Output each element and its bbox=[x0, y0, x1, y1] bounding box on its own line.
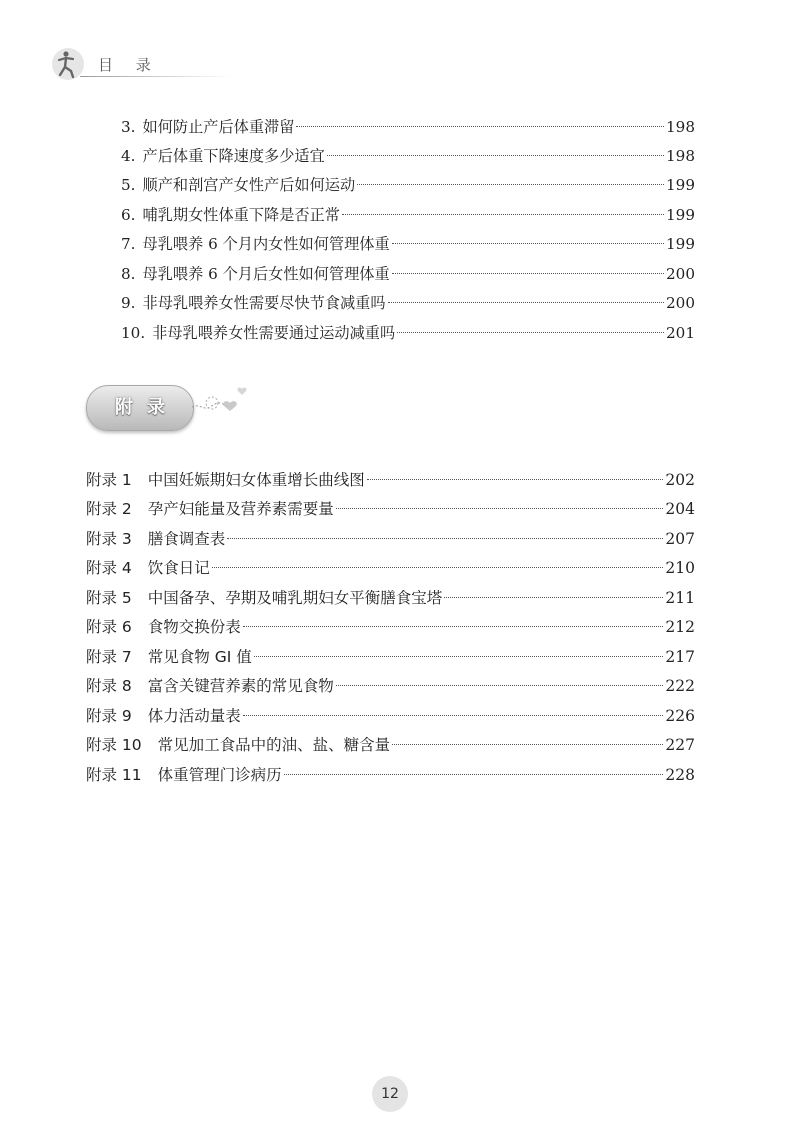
appendix-entry[interactable] bbox=[86, 615, 695, 643]
entry-page: 201 bbox=[666, 324, 695, 343]
dot-leader bbox=[392, 729, 663, 746]
dot-leader bbox=[327, 140, 664, 156]
dot-leader bbox=[392, 228, 664, 244]
appendix-entry[interactable] bbox=[86, 556, 695, 584]
entry-page: 198 bbox=[666, 118, 695, 137]
entry-number: 3. bbox=[121, 118, 136, 137]
entry-title: 如何防止产后体重滞留 bbox=[142, 118, 295, 137]
entry-number: 7. bbox=[121, 235, 136, 254]
appendix-label: 附录 3 bbox=[86, 530, 132, 548]
entry-title: 母乳喂养 6 个月后女性如何管理体重 bbox=[142, 265, 390, 284]
dot-leader bbox=[296, 111, 664, 127]
appendix-label: 附录 1 bbox=[86, 471, 132, 489]
dot-leader bbox=[284, 759, 664, 776]
entry-page: 200 bbox=[666, 294, 695, 313]
appendix-heading-text: 附录 bbox=[115, 397, 179, 418]
appendix-label: 附录 10 bbox=[86, 736, 142, 754]
appendix-page: 228 bbox=[665, 766, 695, 784]
dot-leader bbox=[388, 287, 665, 303]
appendix-page: 202 bbox=[665, 471, 695, 489]
appendix-title: 食物交换份表 bbox=[147, 618, 241, 636]
appendix-title: 体重管理门诊病历 bbox=[157, 766, 282, 784]
entry-number: 10. bbox=[121, 324, 146, 343]
entry-number: 5. bbox=[121, 176, 136, 195]
appendix-label: 附录 11 bbox=[86, 766, 142, 784]
appendix-page: 210 bbox=[665, 559, 695, 577]
appendix-page: 207 bbox=[665, 530, 695, 548]
appendix-entry[interactable] bbox=[86, 674, 695, 702]
running-header bbox=[50, 46, 190, 82]
toc-entry[interactable] bbox=[121, 116, 695, 142]
entry-page: 199 bbox=[666, 176, 695, 195]
appendix-heading bbox=[86, 381, 266, 435]
entry-title: 非母乳喂养女性需要尽快节食减重吗 bbox=[142, 294, 386, 313]
appendix-page: 222 bbox=[665, 677, 695, 695]
appendix-label: 附录 2 bbox=[86, 500, 132, 518]
appendix-page: 211 bbox=[665, 589, 695, 607]
appendix-title: 中国备孕、孕期及哺乳期妇女平衡膳食宝塔 bbox=[147, 589, 443, 607]
appendix-page: 204 bbox=[665, 500, 695, 518]
entry-page: 199 bbox=[666, 235, 695, 254]
appendix-entry[interactable] bbox=[86, 497, 695, 525]
dot-leader bbox=[212, 552, 664, 569]
appendix-label: 附录 6 bbox=[86, 618, 132, 636]
dot-leader bbox=[444, 582, 663, 599]
appendix-title: 常见食物 GI 值 bbox=[147, 648, 252, 666]
appendix-label: 附录 8 bbox=[86, 677, 132, 695]
appendix-page: 227 bbox=[665, 736, 695, 754]
appendix-label: 附录 5 bbox=[86, 589, 132, 607]
appendix-title: 饮食日记 bbox=[147, 559, 210, 577]
entry-page: 200 bbox=[666, 265, 695, 284]
appendix-title: 体力活动量表 bbox=[147, 707, 241, 725]
appendix-page: 226 bbox=[665, 707, 695, 725]
entry-page: 199 bbox=[666, 206, 695, 225]
dot-leader bbox=[367, 464, 664, 481]
appendix-title: 孕产妇能量及营养素需要量 bbox=[147, 500, 334, 518]
entry-title: 顺产和剖宫产女性产后如何运动 bbox=[142, 176, 356, 195]
entry-title: 哺乳期女性体重下降是否正常 bbox=[142, 206, 340, 225]
dot-leader bbox=[243, 700, 664, 717]
appendix-label: 附录 9 bbox=[86, 707, 132, 725]
appendix-title: 膳食调查表 bbox=[147, 530, 226, 548]
appendix-entry[interactable] bbox=[86, 763, 695, 791]
toc-entry[interactable] bbox=[121, 292, 695, 318]
entry-title: 母乳喂养 6 个月内女性如何管理体重 bbox=[142, 235, 390, 254]
entry-number: 9. bbox=[121, 294, 136, 313]
entry-number: 6. bbox=[121, 206, 136, 225]
appendix-page: 217 bbox=[665, 648, 695, 666]
appendix-label: 附录 4 bbox=[86, 559, 132, 577]
entry-title: 非母乳喂养女性需要通过运动减重吗 bbox=[152, 324, 396, 343]
dot-leader bbox=[227, 523, 663, 540]
toc-entry[interactable] bbox=[121, 145, 695, 171]
toc-entry[interactable] bbox=[121, 233, 695, 259]
toc-entry[interactable] bbox=[121, 174, 695, 200]
page-number: 12 bbox=[372, 1076, 408, 1112]
toc-entry[interactable] bbox=[121, 322, 695, 348]
entry-number: 4. bbox=[121, 147, 136, 166]
header-label: 目 录 bbox=[98, 56, 160, 74]
appendix-badge-pill bbox=[86, 385, 194, 431]
appendix-title: 中国妊娠期妇女体重增长曲线图 bbox=[147, 471, 365, 489]
appendix-page: 212 bbox=[665, 618, 695, 636]
dot-leader bbox=[336, 670, 664, 687]
dot-leader bbox=[243, 611, 664, 628]
appendix-entry[interactable] bbox=[86, 733, 695, 761]
entry-number: 8. bbox=[121, 265, 136, 284]
appendix-title: 常见加工食品中的油、盐、糖含量 bbox=[157, 736, 391, 754]
dot-leader bbox=[357, 169, 664, 185]
dot-leader bbox=[342, 199, 664, 215]
dot-leader bbox=[254, 641, 664, 658]
dot-leader bbox=[336, 493, 664, 510]
entry-title: 产后体重下降速度多少适宜 bbox=[142, 147, 325, 166]
toc-entry[interactable] bbox=[121, 263, 695, 289]
appendix-label: 附录 7 bbox=[86, 648, 132, 666]
hearts-swirl-icon bbox=[190, 381, 254, 421]
dot-leader bbox=[392, 258, 664, 274]
appendix-title: 富含关键营养素的常见食物 bbox=[147, 677, 334, 695]
header-rule bbox=[80, 76, 232, 77]
dot-leader bbox=[397, 317, 664, 333]
entry-page: 198 bbox=[666, 147, 695, 166]
toc-entry[interactable] bbox=[121, 204, 695, 230]
